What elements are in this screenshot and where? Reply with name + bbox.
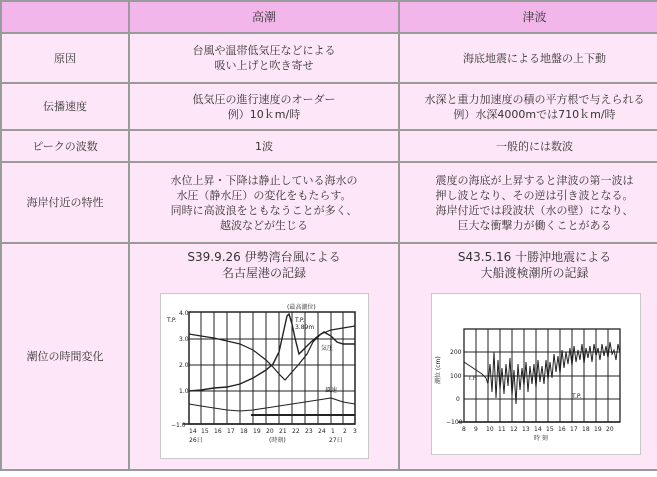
svg-text:15: 15 <box>200 428 209 435</box>
svg-text:9: 9 <box>474 426 478 433</box>
chart-title-line: 大船渡検潮所の記録 <box>480 266 589 280</box>
svg-text:13: 13 <box>522 426 530 433</box>
svg-text:16: 16 <box>213 428 222 435</box>
tsunami-chart-image <box>431 293 641 455</box>
svg-text:19: 19 <box>594 426 602 433</box>
svg-text:2.0: 2.0 <box>178 362 189 369</box>
svg-text:1: 1 <box>330 428 335 435</box>
text-line: 震度の海底が上昇すると津波の第一波は <box>435 173 634 187</box>
text-line: 越波などが生じる <box>220 218 308 232</box>
text-line: 一般的には数波 <box>496 139 573 153</box>
text-line: 水位上昇・下降は静止している海水の <box>170 173 358 187</box>
cell-tsunami <box>399 162 657 243</box>
svg-text:11: 11 <box>498 426 506 433</box>
storm-surge-chart-image <box>160 293 369 459</box>
svg-text:2: 2 <box>342 428 347 435</box>
text-line: 水圧（静水圧）の変化をもたらす。 <box>176 188 352 202</box>
svg-text:20: 20 <box>265 428 274 435</box>
cell-storm-surge <box>129 130 399 162</box>
svg-text:19: 19 <box>252 428 261 435</box>
tsunami-chart <box>432 294 640 454</box>
svg-text:T.P.: T.P. <box>166 317 176 324</box>
svg-text:0: 0 <box>456 396 460 403</box>
header-empty <box>1 1 129 33</box>
svg-text:27日: 27日 <box>328 437 343 444</box>
svg-text:1.0: 1.0 <box>178 388 189 395</box>
text-line: 吸い上げと吹き寄せ <box>214 59 314 72</box>
row-cause <box>1 33 657 83</box>
svg-text:−100: −100 <box>446 419 463 426</box>
svg-text:22: 22 <box>291 428 300 435</box>
svg-text:3.0: 3.0 <box>178 336 189 343</box>
svg-text:T.P.: T.P. <box>572 393 582 400</box>
row-label: 伝播速度 <box>1 83 129 130</box>
text-line: 例）10ｋm/時 <box>227 107 301 121</box>
svg-text:20: 20 <box>606 426 614 433</box>
row-peak-wave-count <box>1 130 657 162</box>
text-line: 例）水深4000mでは710ｋm/時 <box>453 107 616 121</box>
text-line: 巨大な衝撃力が働くことがある <box>457 218 612 232</box>
svg-text:10: 10 <box>486 426 494 433</box>
svg-text:17: 17 <box>226 428 235 435</box>
text-line: 台風や温帯低気圧などによる <box>192 44 336 57</box>
svg-text:潮位 (cm): 潮位 (cm) <box>435 356 442 384</box>
header-storm-surge: 高潮 <box>129 1 399 33</box>
chart-title-line: 名古屋港の記録 <box>221 266 306 280</box>
row-coastal-characteristics <box>1 162 657 243</box>
header-tsunami: 津波 <box>399 1 657 33</box>
text-line: 低気圧の進行速度のオーダー <box>192 92 336 106</box>
svg-text:(最高潮位): (最高潮位) <box>286 304 316 311</box>
chart-title-line: S39.9.26 伊勢湾台風による <box>187 250 341 264</box>
cell-storm-surge <box>129 33 399 83</box>
text-line: 水深と重力加速度の積の平方根で与えられる <box>424 92 645 106</box>
cell-tsunami-chart <box>399 243 657 470</box>
svg-text:(時刻): (時刻) <box>268 437 286 444</box>
svg-text:100: 100 <box>450 373 462 380</box>
chart-title-line: S43.5.16 十勝沖地震による <box>457 250 612 264</box>
cell-storm-surge <box>129 83 399 130</box>
svg-text:風速: 風速 <box>324 387 337 394</box>
row-label: 海岸付近の特性 <box>1 162 129 243</box>
text-line: 1波 <box>255 139 273 153</box>
svg-text:T.P.: T.P. <box>468 375 478 382</box>
cell-tsunami <box>399 83 657 130</box>
svg-text:26日: 26日 <box>188 437 203 444</box>
svg-text:8: 8 <box>462 426 466 433</box>
cell-storm-surge <box>129 162 399 243</box>
svg-text:200: 200 <box>450 349 462 356</box>
svg-text:18: 18 <box>582 426 590 433</box>
row-label: 潮位の時間変化 <box>1 243 129 470</box>
cell-tsunami <box>399 130 657 162</box>
svg-text:23: 23 <box>304 428 313 435</box>
storm-surge-chart <box>161 294 368 458</box>
text-line: 同時に高波浪をともなうことが多く、 <box>170 203 358 217</box>
svg-text:3.89m: 3.89m <box>294 324 314 331</box>
row-tide-level-time-series <box>1 243 657 470</box>
row-label: ピークの波数 <box>1 130 129 162</box>
svg-text:21: 21 <box>278 428 287 435</box>
text-line: 海底地震による地盤の上下動 <box>463 51 606 65</box>
text-line: 押し波となり、その逆は引き波となる。 <box>435 188 634 202</box>
row-propagation-speed <box>1 83 657 130</box>
svg-text:T.P.: T.P. <box>294 317 304 324</box>
svg-text:気圧: 気圧 <box>320 345 333 352</box>
cell-storm-surge-chart <box>129 243 399 470</box>
svg-text:4.0: 4.0 <box>178 310 189 317</box>
svg-text:−1.0: −1.0 <box>170 422 186 429</box>
header-row <box>1 1 657 33</box>
cell-tsunami <box>399 33 657 83</box>
svg-text:3: 3 <box>352 428 357 435</box>
svg-text:14: 14 <box>534 426 542 433</box>
svg-text:14: 14 <box>188 428 197 435</box>
text-line: 海岸付近では段波状（水の壁）になり、 <box>435 203 634 217</box>
svg-text:16: 16 <box>558 426 566 433</box>
svg-text:24: 24 <box>317 428 326 435</box>
svg-text:18: 18 <box>239 428 248 435</box>
svg-text:17: 17 <box>570 426 578 433</box>
svg-text:15: 15 <box>546 426 554 433</box>
svg-text:12: 12 <box>510 426 518 433</box>
svg-text:時 刻: 時 刻 <box>534 435 548 442</box>
row-label: 原因 <box>1 33 129 83</box>
